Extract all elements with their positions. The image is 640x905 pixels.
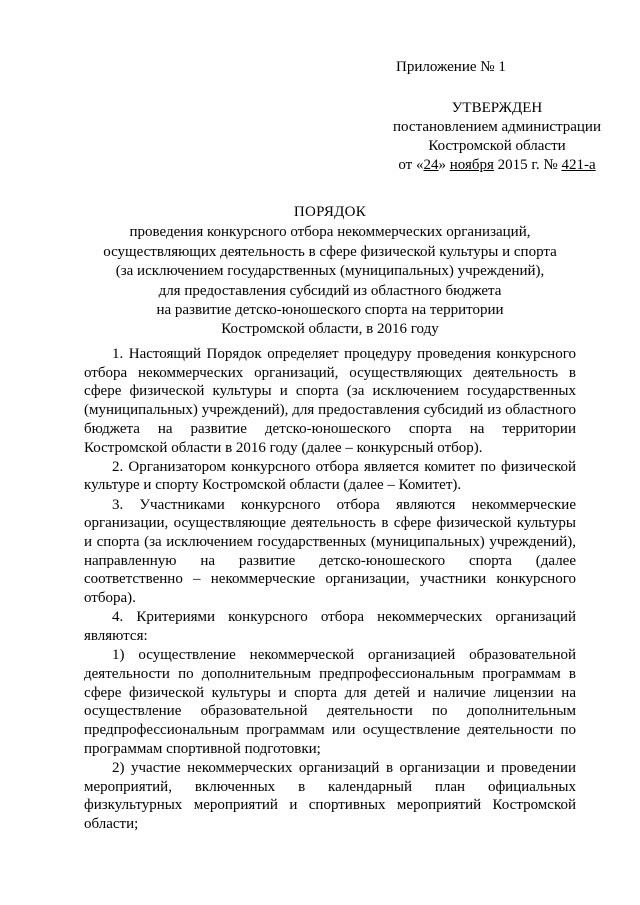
approved-by-line-1: постановлением администрации: [393, 119, 601, 135]
title-line: Костромской области, в 2016 году: [221, 321, 439, 338]
date-prefix: от «: [398, 157, 424, 173]
document-number: 421-а: [561, 157, 596, 173]
date-month: ноября: [449, 157, 494, 173]
title-line: проведения конкурсного отбора некоммерческих организаций,: [129, 224, 531, 241]
date-separator: »: [438, 157, 450, 173]
date-year: 2015 г. №: [493, 157, 562, 173]
title-line: на развитие детско-юношеского спорта на территории: [156, 302, 504, 319]
approval-header: [330, 58, 620, 175]
title-heading: ПОРЯДОК: [293, 204, 367, 220]
date-day: 24: [423, 157, 439, 173]
approval-stamp: [330, 99, 620, 175]
title-line: осуществляющих деятельность в сфере физической культуры и спорта: [103, 243, 557, 260]
approved-title: УТВЕРЖДЕН: [451, 100, 543, 116]
approved-by-line-2: Костромской области: [428, 138, 566, 154]
paragraph-2: 2. Организатором конкурсного отбора является комитет по физической культуре и спорту Костромской области (далее – Комитет).: [84, 458, 576, 494]
paragraph-4-item-1: 1) осуществление некоммерческой организацией образовательной деятельности по дополнительным предпрофессиональным программам в сфере физической культуры и спорта для детей и наличие лицензии на осуществление образовательной деятельности по дополнительным предпрофессиональным программам или осуществление деятельности по программам спортивной подготовки;: [84, 647, 576, 757]
paragraph-4-item-2: 2) участие некоммерческих организаций в организации и проведении мероприятий, включенных в календарный план официальных физкультурных мероприятий и спортивных мероприятий Костромской области;: [84, 759, 576, 833]
appendix-number: Приложение № 1: [396, 59, 506, 75]
title-line: (за исключением государственных (муниципальных) учреждений),: [115, 263, 545, 280]
paragraph-3: 3. Участниками конкурсного отбора являются некоммерческие организации, осуществляющие деятельность в сфере физической культуры и спорта (за исключением государственных (муниципальных) учреждений), направленную на развитие детско-юношеского спорта (далее соответственно – некоммерческие организации, участники конкурсного отбора).: [84, 496, 576, 607]
document-body: [84, 345, 576, 834]
title-line: для предоставления субсидий из областного бюджета: [158, 282, 502, 299]
paragraph-1: 1. Настоящий Порядок определяет процедуру проведения конкурсного отбора некоммерческих организаций, осуществляющих деятельность в сфере физической культуры и спорта (за исключением государственных (муниципальных) учреждений), для предоставления субсидий из областного бюджета на развитие детско-юношеского спорта на территории Костромской области в 2016 году (далее – конкурсный отбор).: [84, 346, 576, 456]
paragraph-4: 4. Критериями конкурсного отбора некоммерческих организаций являются:: [84, 609, 576, 645]
approval-date-line: [374, 156, 620, 175]
document-title: [60, 203, 600, 340]
